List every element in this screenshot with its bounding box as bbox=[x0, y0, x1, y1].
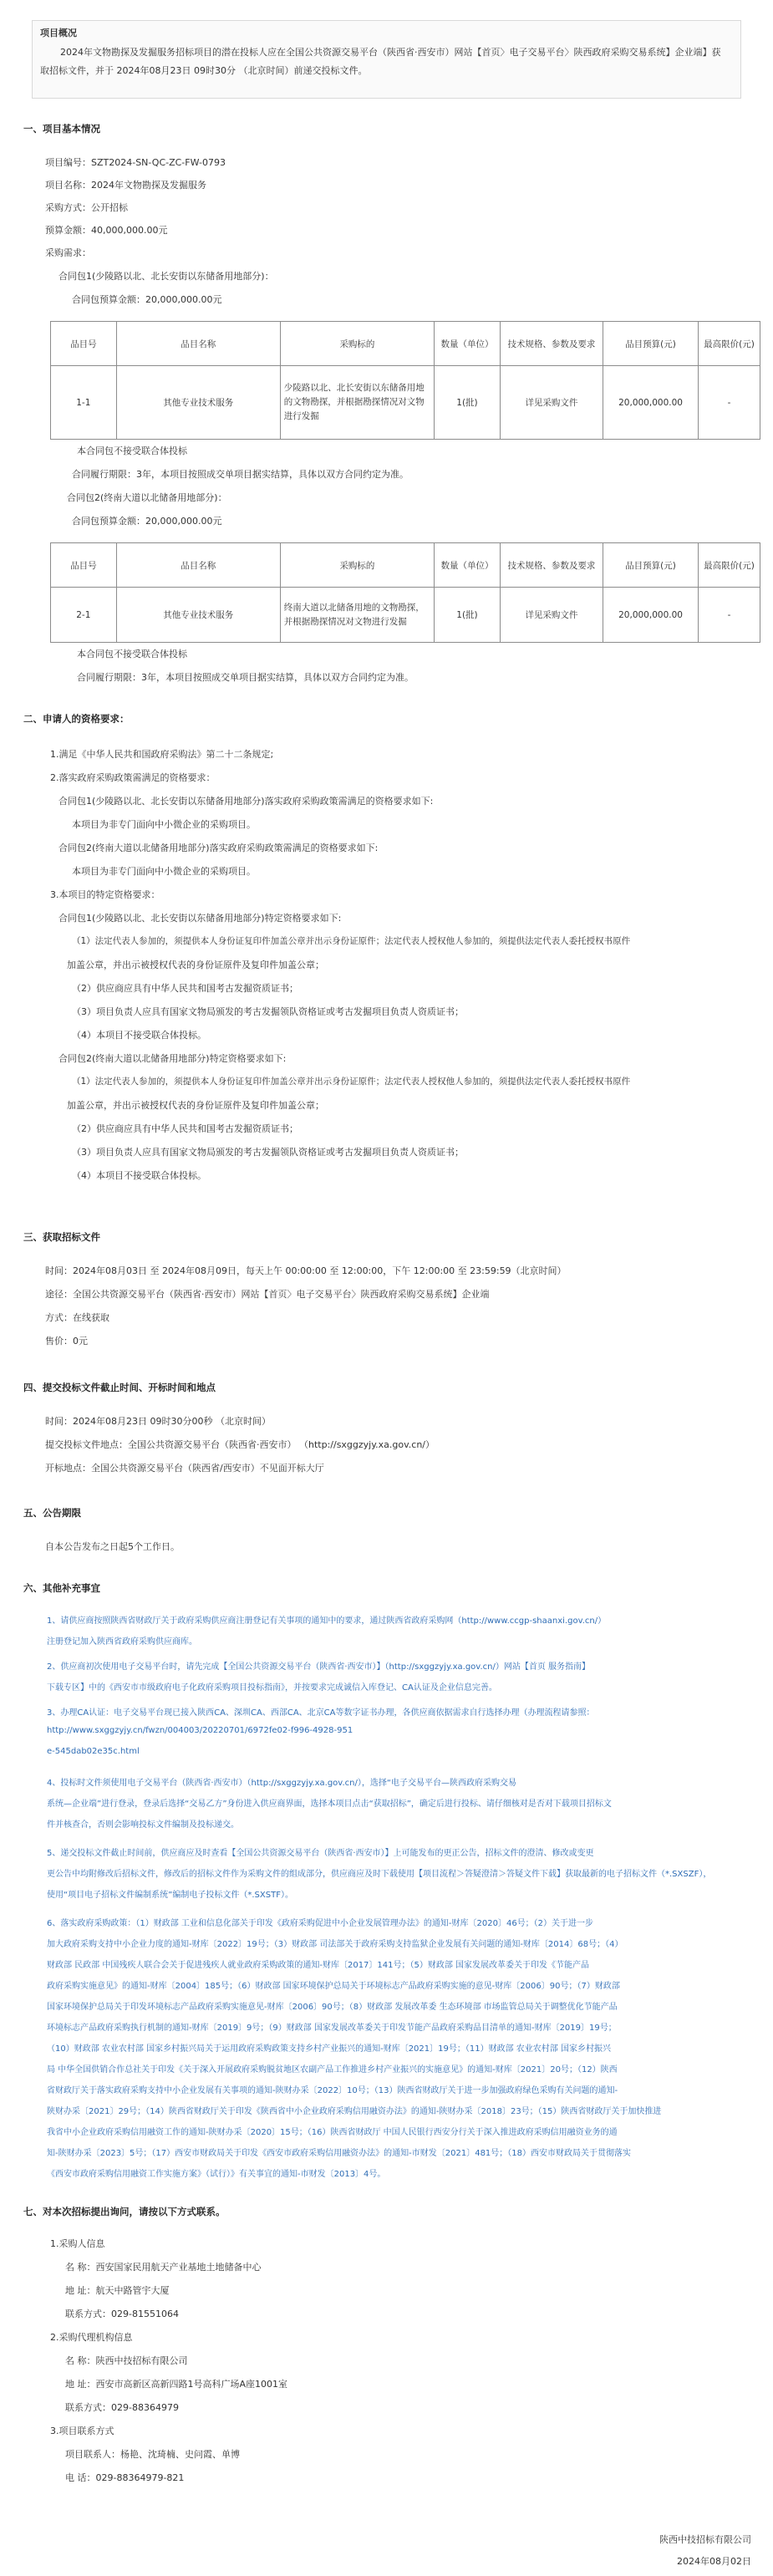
project-contact-person: 项目联系人：杨艳、沈琦楠、史问霞、单博 bbox=[65, 2449, 240, 2460]
qualification-line: （4）本项目不接受联合体投标。 bbox=[72, 1170, 206, 1181]
supplement-line: 下载专区】中的《西安市市级政府电子化政府采购项目投标指南》，并按要求完成诚信入库登记、CA认证及企业信息完善。 bbox=[47, 1683, 497, 1693]
opening-place: 开标地点：全国公共资源交易平台（陕西省/西安市）不见面开标大厅 bbox=[45, 1463, 324, 1474]
col-item-no: 品目号 bbox=[51, 322, 117, 366]
footer-org: 陕西中技招标有限公司 bbox=[659, 2534, 751, 2545]
agency-phone: 联系方式：029-88364979 bbox=[65, 2402, 179, 2413]
cell-item-no: 2-1 bbox=[51, 588, 117, 643]
qualification-line: 2.落实政府采购政策需满足的资格要求： bbox=[50, 772, 216, 783]
qualification-line: （2）供应商应具有中华人民共和国考古发掘资质证书； bbox=[72, 1123, 298, 1134]
col-target: 采购标的 bbox=[280, 543, 434, 588]
col-max-price: 最高限价(元) bbox=[698, 543, 760, 588]
cell-max-price: - bbox=[698, 366, 760, 440]
cell-budget: 20,000,000.00 bbox=[603, 588, 699, 643]
qualification-line: 加盖公章，并出示被授权代表的身份证原件及复印件加盖公章； bbox=[67, 960, 324, 970]
table-header-row bbox=[51, 543, 760, 588]
policy-line: 国家环境保护总局关于印发环境标志产品政府采购实施意见-财库〔2006〕90号；（8）财政部 发展改革委 生态环境部 市场监管总局关于调整优化节能产品 bbox=[47, 2003, 618, 2012]
policy-line: （10）财政部 农业农村部 国家乡村振兴局关于运用政府采购政策支持乡村产业振兴的通知-财库〔2021〕19号；（11）财政部 农业农村部 国家乡村振兴 bbox=[47, 2044, 611, 2054]
cell-item-no: 1-1 bbox=[51, 366, 117, 440]
agency-address: 地 址：西安市高新区高新四路1号高科广场A座1001室 bbox=[65, 2379, 288, 2390]
policy-line: 《西安市政府采购信用融资工作实施方案》（试行）》有关事宜的通知-市财发〔2013〕4号。 bbox=[47, 2170, 386, 2179]
announcement-period: 自本公告发布之日起5个工作日。 bbox=[45, 1541, 180, 1552]
qualification-line: （3）项目负责人应具有国家文物局颁发的考古发掘领队资格证或考古发掘项目负责人资质证书； bbox=[72, 1006, 464, 1017]
supplement-line: 更公告中均附修改后招标文件，修改后的招标文件作为采购文件的组成部分，供应商应及时下载使用【项目流程＞答疑澄清＞答疑文件下载】获取最新的电子招标文件（*.SXSZF）， bbox=[47, 1870, 712, 1879]
cell-item-name: 其他专业技术服务 bbox=[116, 366, 280, 440]
supplement-line: 使用“项目电子招标文件编制系统”编制电子投标文件（*.SXSTF）。 bbox=[47, 1891, 293, 1900]
col-item-no: 品目号 bbox=[51, 543, 117, 588]
cert-link-tail[interactable]: e-545dab02e35c.html bbox=[47, 1747, 140, 1756]
package-1-period: 合同履行期限：3年，本项目按照成交单项目据实结算，具体以双方合同约定为准。 bbox=[72, 469, 409, 480]
package-2-budget: 合同包预算金额：20,000,000.00元 bbox=[72, 516, 222, 527]
col-quantity: 数量（单位） bbox=[435, 543, 501, 588]
package-1-name: 合同包1(少陵路以北、北长安街以东储备用地部分)： bbox=[58, 271, 274, 282]
qualification-line: 本项目为非专门面向中小微企业的采购项目。 bbox=[72, 866, 256, 877]
project-contact-title: 3.项目联系方式 bbox=[50, 2426, 114, 2436]
cell-quantity: 1(批) bbox=[435, 366, 501, 440]
supplement-line: 5、递交投标文件截止时间前，供应商应及时查看【全国公共资源交易平台（陕西省·西安市）】上可能发布的更正公告，招标文件的澄清、修改或变更 bbox=[47, 1849, 594, 1858]
procurement-method: 采购方式：公开招标 bbox=[45, 202, 128, 213]
overview-text: 2024年文物勘探及发掘服务招标项目的潜在投标人应在全国公共资源交易平台（陕西省·西安市）网站【首页〉电子交易平台〉陕西政府采购交易系统】企业端】获取招标文件，并于 2024年08月23日 09时30分 （北京时间）前递交投标文件。 bbox=[40, 47, 721, 76]
qualification-line: 合同包2(终南大道以北储备用地部分)落实政府采购政策需满足的资格要求如下: bbox=[58, 843, 379, 853]
acquire-time: 时间：2024年08月03日 至 2024年08月09日，每天上午 00:00:00 至 12:00:00，下午 12:00:00 至 23:59:59（北京时间） bbox=[45, 1265, 567, 1276]
policy-line: 陕财办采〔2021〕29号；（14）陕西省财政厅关于印发《陕西省中小企业政府采购信用融资办法》的通知-陕财办采〔2018〕23号；（15）陕西省财政厅关于加快推进 bbox=[47, 2107, 662, 2116]
cell-target: 少陵路以北、北长安街以东储备用地的文物勘探，并根据勘探情况对文物进行发掘 bbox=[280, 366, 434, 440]
qualification-line: 合同包2(终南大道以北储备用地部分)特定资格要求如下: bbox=[58, 1053, 287, 1064]
col-item-name: 品目名称 bbox=[116, 543, 280, 588]
qualification-line: 1.满足《中华人民共和国政府采购法》第二十二条规定; bbox=[50, 749, 274, 760]
section-3-heading: 三、获取招标文件 bbox=[23, 1231, 100, 1243]
procurement-requirement: 采购需求： bbox=[45, 247, 91, 258]
col-spec: 技术规格、参数及要求 bbox=[500, 322, 603, 366]
col-item-name: 品目名称 bbox=[116, 322, 280, 366]
package-2-period: 合同履行期限：3年，本项目按照成交单项目据实结算，具体以双方合同约定为准。 bbox=[77, 672, 414, 683]
cell-spec: 详见采购文件 bbox=[500, 366, 603, 440]
policy-line: 知-陕财办采〔2023〕5号；（17）西安市财政局关于印发《西安市政府采购信用融资办法》的通知-市财发〔2021〕481号；（18）西安市财政局关于贯彻落实 bbox=[47, 2149, 632, 2158]
policy-line: 环境标志产品政府采购执行机制的通知-财库〔2019〕9号；（9）财政部 国家发展改革委关于印发节能产品政府采购品目清单的通知-财库〔2019〕19号； bbox=[47, 2024, 617, 2033]
supplement-line: 4、投标时文件须使用电子交易平台（陕西省·西安市）（http://sxggzyjy.xa.gov.cn/），选择“电子交易平台—陕西政府采购交易 bbox=[47, 1779, 517, 1788]
supplement-line: 2、供应商初次使用电子交易平台时，请先完成【全国公共资源交易平台（陕西省·西安市）】（http://sxggzyjy.xa.gov.cn/）网站【首页 服务指南】 bbox=[47, 1662, 591, 1672]
package-1-budget: 合同包预算金额：20,000,000.00元 bbox=[72, 294, 222, 305]
policy-line: 加大政府采购支持中小企业力度的通知-财库〔2022〕19号；（3）财政部 司法部关于政府采购支持监狱企业发展有关问题的通知-财库〔2014〕68号；（4） bbox=[47, 1940, 623, 1949]
cell-item-name: 其他专业技术服务 bbox=[116, 588, 280, 643]
qualification-line: 3.本项目的特定资格要求： bbox=[50, 889, 160, 900]
policy-line: 政府采购实施意见》的通知-财库〔2004〕185号；（6）财政部 国家环境保护总局关于环境标志产品政府采购实施的意见-财库〔2006〕90号；（7）财政部 bbox=[47, 1982, 620, 1991]
purchaser-title: 1.采购人信息 bbox=[50, 2238, 105, 2249]
supplement-line: 件并核查合，否则会影响投标文件编制及投标递交。 bbox=[47, 1820, 239, 1830]
cell-max-price: - bbox=[698, 588, 760, 643]
policy-line: 6、落实政府采购政策：（1）财政部 工业和信息化部关于印发《政府采购促进中小企业发展管理办法》的通知-财库〔2020〕46号；（2）关于进一步 bbox=[47, 1919, 594, 1928]
qualification-line: 本项目为非专门面向中小微企业的采购项目。 bbox=[72, 819, 256, 830]
qualification-line: 合同包1(少陵路以北、北长安街以东储备用地部分)特定资格要求如下: bbox=[58, 913, 342, 924]
table-row bbox=[51, 366, 760, 440]
acquire-mode: 方式：在线获取 bbox=[45, 1312, 109, 1323]
section-2-heading: 二、申请人的资格要求： bbox=[23, 713, 130, 725]
section-7-heading: 七、对本次招标提出询问，请按以下方式联系。 bbox=[23, 2206, 226, 2217]
cell-target: 终南大道以北储备用地的文物勘探，并根据勘探情况对文物进行发掘 bbox=[280, 588, 434, 643]
col-spec: 技术规格、参数及要求 bbox=[500, 543, 603, 588]
acquire-price: 售价：0元 bbox=[45, 1336, 88, 1347]
purchaser-address: 地 址：航天中路管宇大厦 bbox=[65, 2285, 170, 2296]
section-5-heading: 五、公告期限 bbox=[23, 1507, 81, 1519]
budget-amount: 预算金额：40,000,000.00元 bbox=[45, 225, 168, 236]
section-4-heading: 四、提交投标文件截止时间、开标时间和地点 bbox=[23, 1382, 216, 1393]
policy-line: 局 中华全国供销合作总社关于印发《关于深入开展政府采购脱贫地区农副产品工作推进乡村产业振兴的实施意见》的通知-财库〔2021〕20号；（12）陕西 bbox=[47, 2065, 618, 2075]
qualification-line: （1）法定代表人参加的，须提供本人身份证复印件加盖公章并出示身份证原件；法定代表人授权他人参加的，须提供法定代表人委托授权书原件 bbox=[72, 1077, 631, 1087]
qualification-line: （3）项目负责人应具有国家文物局颁发的考古发掘领队资格证或考古发掘项目负责人资质证书； bbox=[72, 1147, 464, 1158]
policy-line: 省财政厅关于落实政府采购支持中小企业发展有关事项的通知-陕财办采〔2022〕10号；（13）陕西省财政厅关于进一步加强政府绿色采购有关问题的通知- bbox=[47, 2086, 618, 2095]
package-1-consortium: 本合同包不接受联合体投标 bbox=[77, 445, 187, 456]
package-2-consortium: 本合同包不接受联合体投标 bbox=[77, 649, 187, 659]
col-quantity: 数量（单位） bbox=[435, 322, 501, 366]
acquire-way: 途径：全国公共资源交易平台（陕西省·西安市）网站【首页〉电子交易平台〉陕西政府采购交易系统】企业端 bbox=[45, 1289, 490, 1300]
supplement-line: 1、请供应商按照陕西省财政厅关于政府采购供应商注册登记有关事项的通知中的要求，通过陕西省政府采购网（http://www.ccgp-shaanxi.gov.cn/） bbox=[47, 1616, 607, 1626]
supplement-line: 3、办理CA认证：电子交易平台现已接入陕西CA、深圳CA、西部CA、北京CA等数字证书办理，各供应商依据需求自行选择办理（办理流程请参照： bbox=[47, 1708, 595, 1718]
footer-date: 2024年08月02日 bbox=[677, 2556, 751, 2567]
cell-quantity: 1(批) bbox=[435, 588, 501, 643]
qualification-line: 加盖公章，并出示被授权代表的身份证原件及复印件加盖公章； bbox=[67, 1100, 324, 1111]
agency-title: 2.采购代理机构信息 bbox=[50, 2332, 133, 2343]
agency-name: 名 称：陕西中技招标有限公司 bbox=[65, 2355, 188, 2366]
cell-budget: 20,000,000.00 bbox=[603, 366, 699, 440]
col-target: 采购标的 bbox=[280, 322, 434, 366]
qualification-line: （2）供应商应具有中华人民共和国考古发掘资质证书； bbox=[72, 983, 298, 994]
qualification-line: 合同包1(少陵路以北、北长安街以东储备用地部分)落实政府采购政策需满足的资格要求如下: bbox=[58, 796, 434, 807]
cell-spec: 详见采购文件 bbox=[500, 588, 603, 643]
supplement-line: 注册登记加入陕西省政府采购供应商库。 bbox=[47, 1637, 197, 1647]
qualification-line: （4）本项目不接受联合体投标。 bbox=[72, 1030, 206, 1041]
project-number: 项目编号：SZT2024-SN-QC-ZC-FW-0793 bbox=[45, 157, 226, 168]
overview-title: 项目概况 bbox=[40, 28, 77, 38]
section-1-heading: 一、项目基本情况 bbox=[23, 123, 100, 135]
purchaser-phone: 联系方式：029-81551064 bbox=[65, 2309, 179, 2319]
package-2-name: 合同包2(终南大道以北储备用地部分)： bbox=[67, 492, 227, 503]
supplement-line: 系统—企业端”进行登录，登录后选择“交易乙方”身份进入供应商界面，选择本项目点击“获取招标”，确定后进行投标、请仔细核对是否对下载项目招标文 bbox=[47, 1800, 612, 1809]
col-budget: 品目预算(元) bbox=[603, 543, 699, 588]
section-6-heading: 六、其他补充事宜 bbox=[23, 1582, 100, 1594]
submit-place: 提交投标文件地点：全国公共资源交易平台（陕西省·西安市） （http://sxggzyjy.xa.gov.cn/） bbox=[45, 1439, 435, 1450]
policy-line: 财政部 民政部 中国残疾人联合会关于促进残疾人就业政府采购政策的通知-财库〔2017〕141号；（5）财政部 国家发展改革委关于印发《节能产品 bbox=[47, 1961, 590, 1970]
col-max-price: 最高限价(元) bbox=[698, 322, 760, 366]
table-row bbox=[51, 588, 760, 643]
purchaser-name: 名 称：西安国家民用航天产业基地土地储备中心 bbox=[65, 2262, 262, 2273]
table-header-row bbox=[51, 322, 760, 366]
project-contact-phone: 电 话：029-88364979-821 bbox=[65, 2472, 185, 2483]
project-name: 项目名称：2024年文物勘探及发掘服务 bbox=[45, 180, 206, 191]
policy-line: 我省中小企业政府采购信用融资工作的通知-陕财办采〔2020〕15号；（16）陕西省财政厅 中国人民银行西安分行关于深入推进政府采购信用融资业务的通 bbox=[47, 2128, 618, 2137]
col-budget: 品目预算(元) bbox=[603, 322, 699, 366]
package-2-table bbox=[50, 542, 760, 643]
cert-link[interactable]: http://www.sxggzyjy.cn/fwzn/004003/20220701/6972fe02-f996-4928-951 bbox=[47, 1726, 353, 1735]
deadline-time: 时间：2024年08月23日 09时30分00秒 （北京时间） bbox=[45, 1416, 271, 1427]
qualification-line: （1）法定代表人参加的，须提供本人身份证复印件加盖公章并出示身份证原件；法定代表人授权他人参加的，须提供法定代表人委托授权书原件 bbox=[72, 936, 631, 946]
package-1-table bbox=[50, 321, 760, 440]
